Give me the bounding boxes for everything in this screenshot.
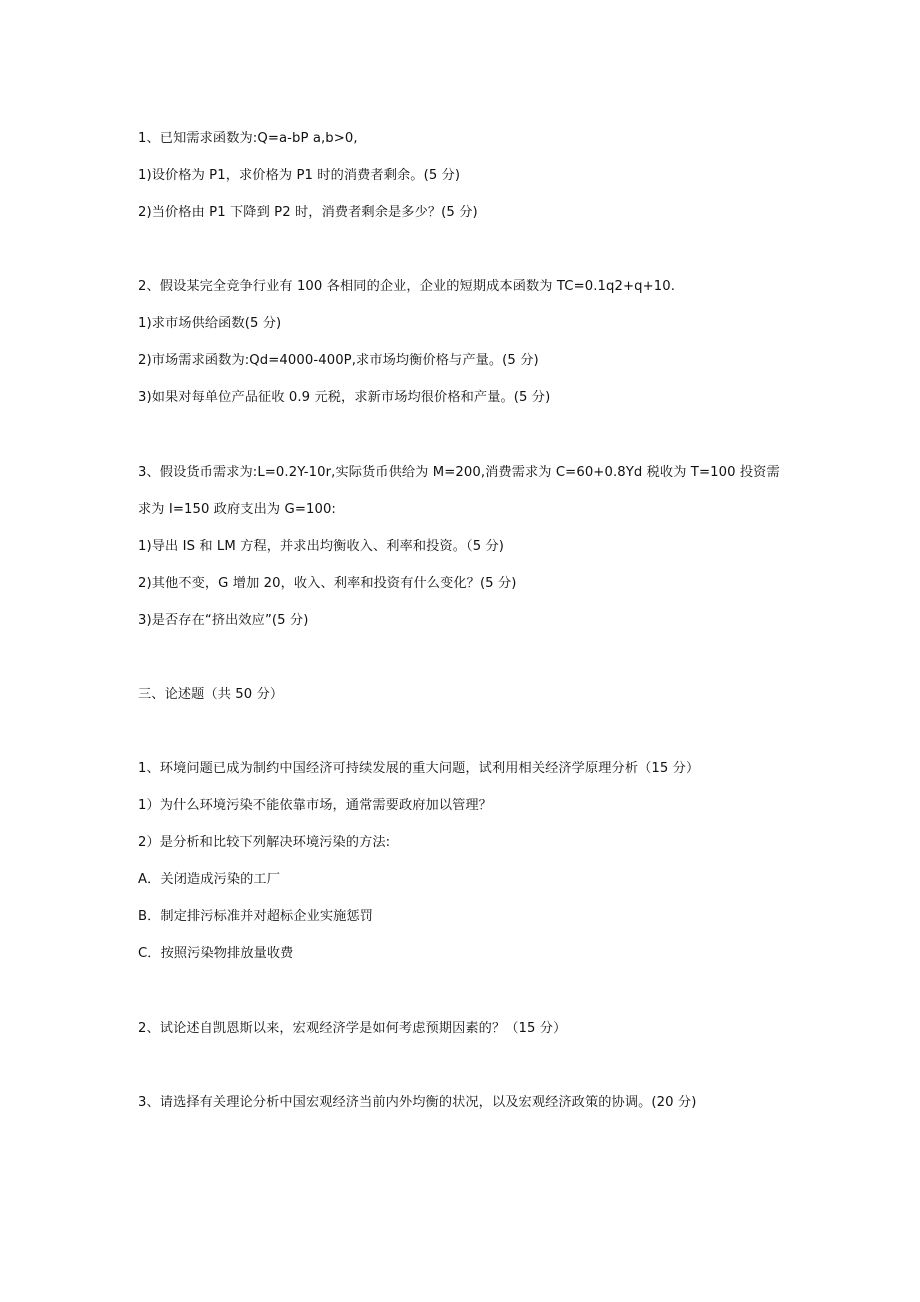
q1-sub1: 1)设价格为 P1，求价格为 P1 时的消费者剩余。(5 分) — [138, 168, 461, 183]
q3-stem-line1: 3、假设货币需求为:L=0.2Y-10r,实际货币供给为 M=200,消费需求为 C=60+0.8Yd 税收为 T=100 投资需 — [138, 465, 780, 480]
essay1-option-b: B．制定排污标准并对超标企业实施惩罚 — [138, 909, 374, 924]
q1-stem: 1、已知需求函数为:Q=a-bP a,b>0, — [138, 131, 358, 146]
essay3-stem: 3、请选择有关理论分析中国宏观经济当前内外均衡的状况，以及宏观经济政策的协调。(20 分) — [138, 1095, 697, 1110]
section3-heading: 三、论述题（共 50 分） — [138, 687, 284, 702]
essay1-option-a: A．关闭造成污染的工厂 — [138, 872, 280, 887]
essay1-sub2: 2）是分析和比较下列解决环境污染的方法: — [138, 835, 391, 850]
q2-sub2: 2)市场需求函数为:Qd=4000-400P,求市场均衡价格与产量。(5 分) — [138, 353, 539, 368]
q1-sub2: 2)当价格由 P1 下降到 P2 时，消费者剩余是多少？(5 分) — [138, 205, 478, 220]
q3-sub1: 1)导出 IS 和 LM 方程，并求出均衡收入、利率和投资。（5 分) — [138, 539, 505, 554]
essay1-stem: 1、环境问题已成为制约中国经济可持续发展的重大问题，试利用相关经济学原理分析（15 分） — [138, 761, 700, 776]
q2-sub1: 1)求市场供给函数(5 分) — [138, 316, 282, 331]
essay1-sub1: 1）为什么环境污染不能依靠市场，通常需要政府加以管理？ — [138, 798, 492, 813]
q3-stem-line2: 求为 I=150 政府支出为 G=100: — [138, 502, 336, 517]
q2-stem: 2、假设某完全竞争行业有 100 各相同的企业，企业的短期成本函数为 TC=0.1q2+q+10. — [138, 279, 676, 294]
essay1-option-c: C．按照污染物排放量收费 — [138, 946, 294, 961]
q3-sub2: 2)其他不变，G 增加 20，收入、利率和投资有什么变化？(5 分) — [138, 576, 517, 591]
essay2-stem: 2、试论述自凯恩斯以来，宏观经济学是如何考虑预期因素的？（15 分） — [138, 1021, 567, 1036]
q2-sub3: 3)如果对每单位产品征收 0.9 元税，求新市场均很价格和产量。(5 分) — [138, 390, 551, 405]
q3-sub3: 3)是否存在“挤出效应”(5 分) — [138, 613, 309, 628]
